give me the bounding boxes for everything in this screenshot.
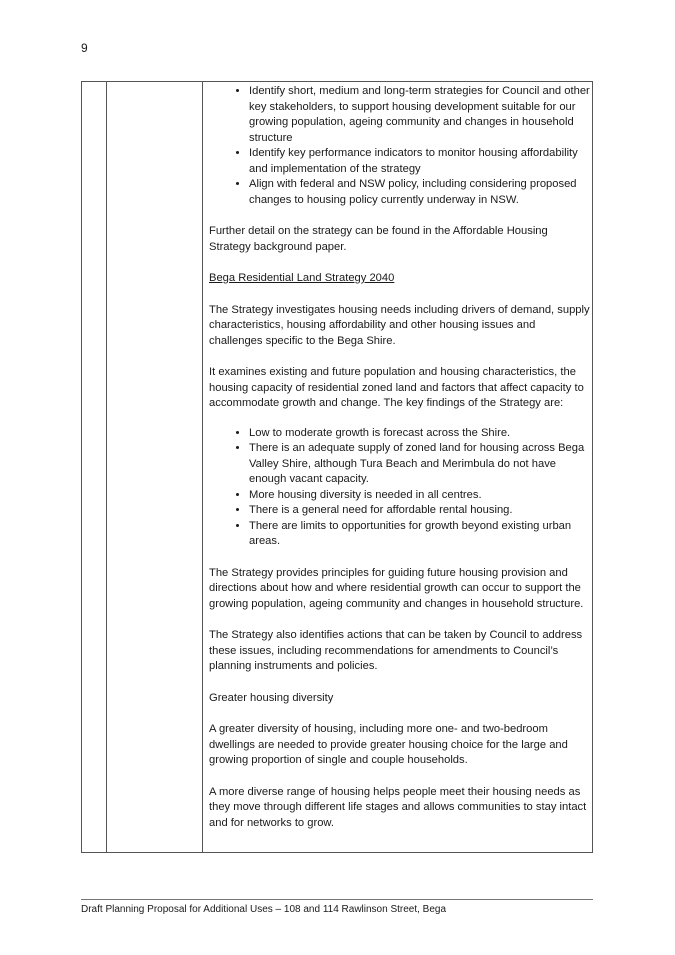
list-item: • There are limits to opportunities for growth beyond existing urban areas. <box>249 519 591 550</box>
page-number: 9 <box>81 41 88 55</box>
column-divider <box>106 82 107 852</box>
list-item: • There is an adequate supply of zoned land for housing across Bega Valley Shire, although Tura Beach and Merimbula do not have enough vacant capacity. <box>249 441 591 488</box>
further-detail-paragraph: Further detail on the strategy can be found in the Affordable Housing Strategy background paper. <box>209 225 548 253</box>
list-item: • Identify short, medium and long-term strategies for Council and other key stakeholders, to support housing development suitable for our growing population, ageing community and changes in household structure <box>249 84 591 146</box>
key-findings-list <box>209 426 591 550</box>
examines-paragraph: It examines existing and future population and housing characteristics, the housing capacity of residential zoned land and factors that affect capacity to accommodate growth and change. The key findings of the Strategy are: <box>209 366 584 409</box>
table-content-cell <box>209 84 591 847</box>
investigates-paragraph: The Strategy investigates housing needs including drivers of demand, supply characteristics, housing affordability and other housing issues and challenges specific to the Bega Shire. <box>209 303 590 347</box>
content-table <box>81 81 593 853</box>
list-item: • More housing diversity is needed in all centres. <box>249 488 591 504</box>
list-item: • Identify key performance indicators to monitor housing affordability and implementation of the strategy <box>249 146 591 177</box>
page-footer: Draft Planning Proposal for Additional Uses – 108 and 114 Rawlinson Street, Bega <box>81 904 447 915</box>
actions-paragraph: The Strategy also identifies actions that can be taken by Council to address these issues, including recommendations for amendments to Council’s planning instruments and policies. <box>209 629 583 672</box>
column-divider <box>202 82 203 852</box>
housing-diversity-heading: Greater housing diversity <box>209 691 334 704</box>
list-item: • Low to moderate growth is forecast across the Shire. <box>249 426 591 442</box>
list-item: • There is a general need for affordable rental housing. <box>249 503 591 519</box>
footer-divider <box>81 899 593 900</box>
greater-diversity-paragraph: A greater diversity of housing, including more one- and two-bedroom dwellings are needed to provide greater housing choice for the large and growing proportion of single and couple households. <box>209 723 568 766</box>
principles-paragraph: The Strategy provides principles for guiding future housing provision and directions about how and where residential growth can occur to support the growing population, ageing community and changes in household structure. <box>209 566 584 610</box>
strategy-objectives-list <box>209 84 591 208</box>
diverse-range-paragraph: A more diverse range of housing helps people meet their housing needs as they move through different life stages and allows communities to stay intact and for networks to grow. <box>209 785 587 829</box>
list-item: • Align with federal and NSW policy, including considering proposed changes to housing policy currently underway in NSW. <box>249 177 591 208</box>
residential-strategy-heading: Bega Residential Land Strategy 2040 <box>209 272 395 284</box>
